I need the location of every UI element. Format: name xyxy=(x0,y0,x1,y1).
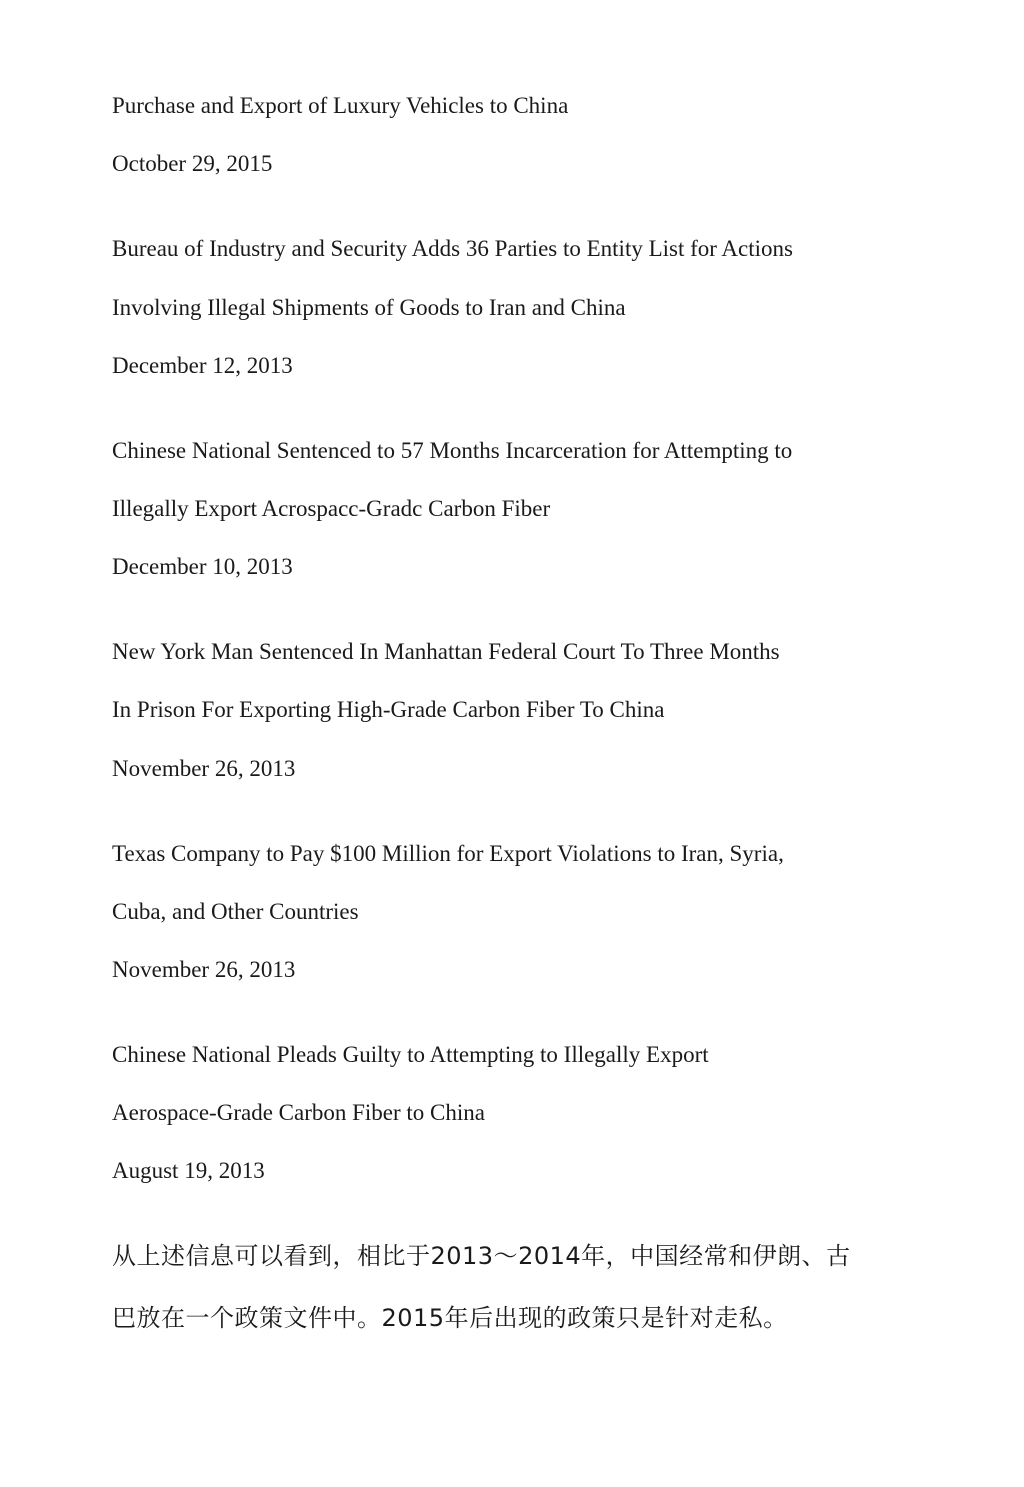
entry-date: December 12, 2013 xyxy=(112,353,293,378)
entry-title-line: Aerospace-Grade Carbon Fiber to China xyxy=(112,1100,485,1125)
entry-title-line: In Prison For Exporting High-Grade Carbon Fiber To China xyxy=(112,697,665,722)
entry-title-line: Involving Illegal Shipments of Goods to Iran and China xyxy=(112,295,626,320)
entry-date: November 26, 2013 xyxy=(112,756,296,781)
entry-title-line: Purchase and Export of Luxury Vehicles to China xyxy=(112,93,569,118)
entry-date: December 10, 2013 xyxy=(112,554,293,579)
conclusion-line: 从上述信息可以看到，相比于2013～2014年，中国经常和伊朗、古 xyxy=(112,1242,851,1270)
entry-title-line: New York Man Sentenced In Manhattan Federal Court To Three Months xyxy=(112,639,780,664)
entry-title-line: Chinese National Sentenced to 57 Months Incarceration for Attempting to xyxy=(112,438,793,463)
entry-title-line: Texas Company to Pay $100 Million for Export Violations to Iran, Syria, xyxy=(112,841,784,866)
entry-title-line: Bureau of Industry and Security Adds 36 Parties to Entity List for Actions xyxy=(112,236,793,261)
conclusion-line: 巴放在一个政策文件中。2015年后出现的政策只是针对走私。 xyxy=(112,1304,788,1332)
entry-date: November 26, 2013 xyxy=(112,957,296,982)
entry-date: August 19, 2013 xyxy=(112,1158,265,1183)
entry-date: October 29, 2015 xyxy=(112,151,273,176)
entry-title-line: Illegally Export Acrospacc-Gradc Carbon Fiber xyxy=(112,496,551,521)
entry-title-line: Chinese National Pleads Guilty to Attempting to Illegally Export xyxy=(112,1042,709,1067)
entry-title-line: Cuba, and Other Countries xyxy=(112,899,359,924)
